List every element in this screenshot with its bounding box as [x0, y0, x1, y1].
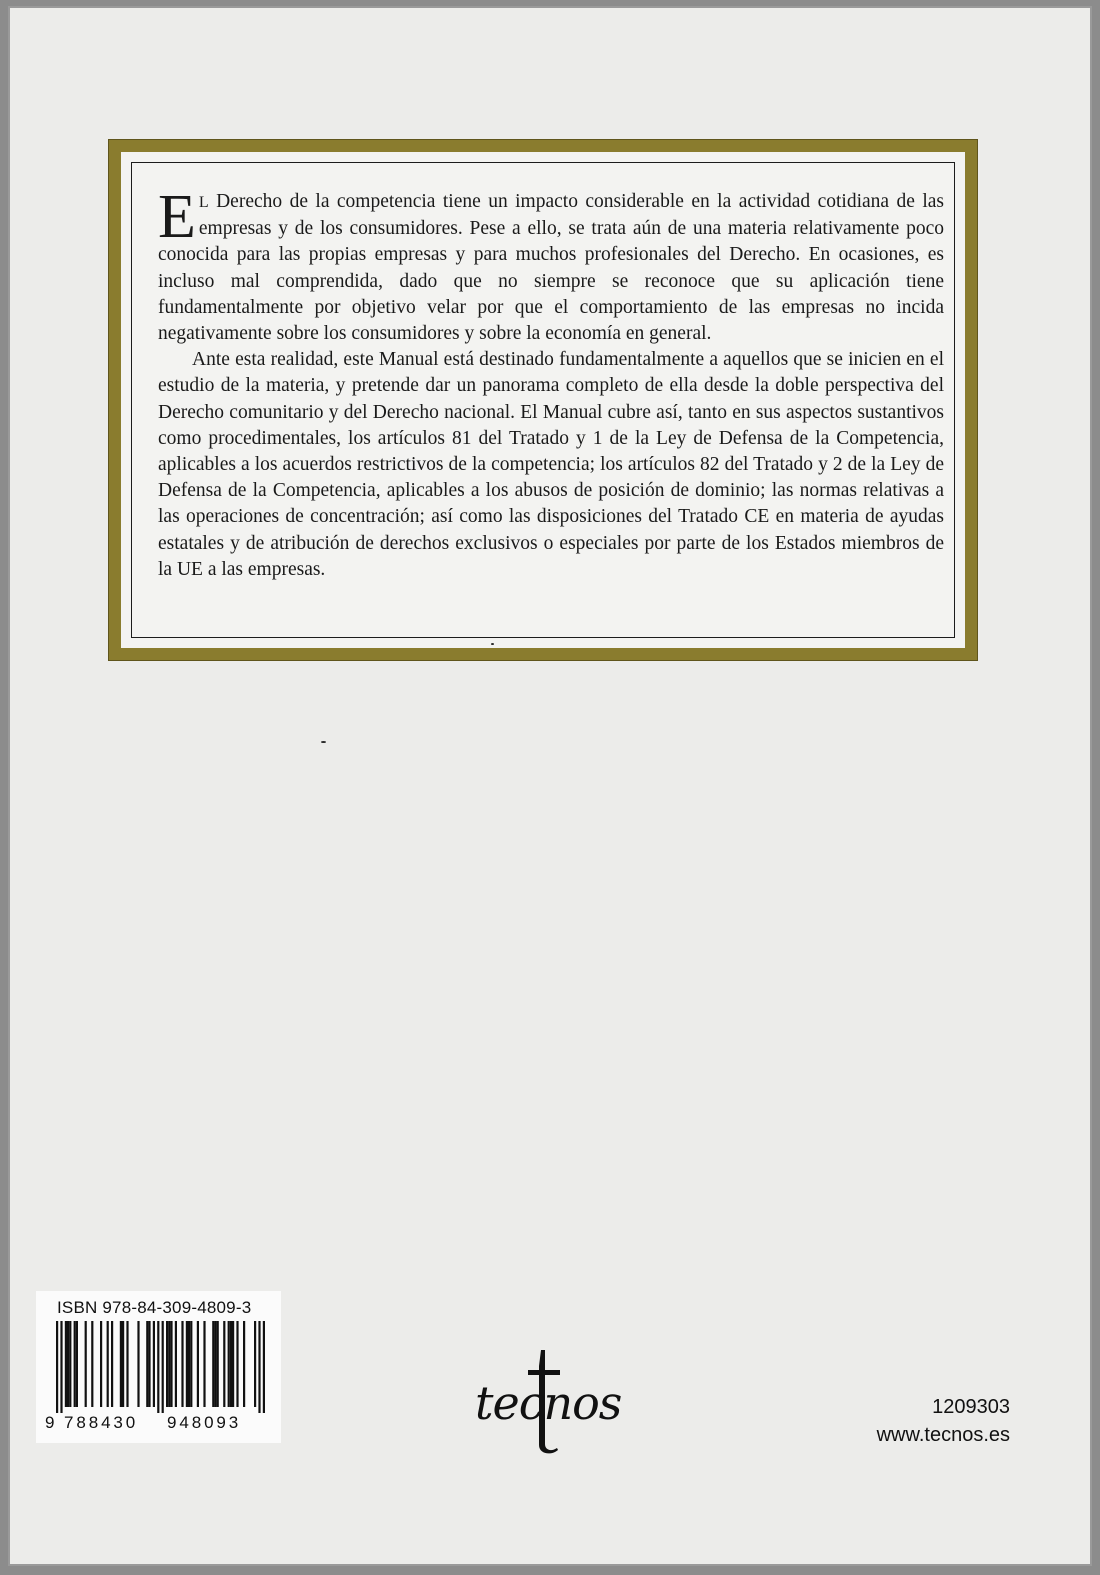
blurb-text	[158, 183, 944, 583]
barcode-bar	[228, 1321, 230, 1407]
barcode-bar	[107, 1321, 109, 1407]
barcode-bar	[137, 1321, 139, 1407]
barcode-bar	[258, 1321, 260, 1413]
ean-right-group: 948093	[167, 1413, 242, 1432]
barcode-bar	[212, 1321, 214, 1407]
barcode-bar	[236, 1321, 238, 1407]
barcode-bar	[175, 1321, 177, 1407]
barcode-bar	[263, 1321, 265, 1413]
barcode-bar	[232, 1321, 234, 1407]
barcode-bar	[157, 1321, 159, 1413]
publisher-website: www.tecnos.es	[876, 1424, 1010, 1446]
barcode-bar	[243, 1321, 245, 1407]
barcode-bar	[91, 1321, 93, 1407]
barcode-bar	[181, 1321, 183, 1407]
ean-barcode	[48, 1321, 270, 1413]
isbn-label: ISBN 978-84-309-4809-3	[57, 1298, 252, 1317]
tecnos-logo	[471, 1346, 622, 1456]
barcode-bar	[230, 1321, 232, 1407]
barcode-bar	[203, 1321, 205, 1407]
barcode-bar	[166, 1321, 168, 1407]
drop-cap: E	[158, 183, 196, 251]
blurb-frame	[108, 139, 978, 661]
paragraph-1-text: Derecho de la competencia tiene un impacto considerable en la actividad cotidiana de las empresas y de los consumidores. Pese a ello, se trata aún de una materia relativamente poco conocida para las propias empresas y para muchos profesionales del Derecho. En ocasiones, es incluso mal comprendida, dado que no siempre se reconoce que su aplicación tiene fundamentalmente por objetivo velar por que el comportamiento de las empresas no incida negativamente sobre los consumidores y sobre la economía en general.	[158, 191, 944, 345]
back-cover	[8, 6, 1092, 1566]
barcode-bar	[100, 1321, 102, 1407]
barcode-bar	[69, 1321, 71, 1407]
barcode-bar	[186, 1321, 188, 1407]
ean-first-digit: 9	[45, 1413, 55, 1432]
blurb-paragraph-1	[158, 183, 944, 347]
print-speck	[321, 741, 326, 743]
ean-left-group: 788430	[64, 1413, 139, 1432]
barcode-bar	[146, 1321, 148, 1407]
barcode-bar	[254, 1321, 256, 1407]
print-speck	[491, 643, 494, 645]
tecnos-logo-text: tecnos	[475, 1376, 622, 1430]
barcode-bar	[85, 1321, 87, 1407]
barcode-bar	[153, 1321, 155, 1407]
barcode-bar	[111, 1321, 113, 1407]
barcode-bar	[148, 1321, 150, 1407]
barcode-bar	[126, 1321, 128, 1407]
barcode-bar	[74, 1321, 76, 1407]
lead-small-caps: L	[198, 194, 209, 211]
barcode-bar	[120, 1321, 122, 1407]
barcode-bar	[76, 1321, 78, 1407]
publisher-code: 1209303	[932, 1396, 1010, 1418]
barcode-bar	[217, 1321, 219, 1407]
barcode-bar	[188, 1321, 190, 1407]
barcode-bar	[162, 1321, 164, 1413]
barcode-bar	[190, 1321, 192, 1407]
barcode-bar	[60, 1321, 62, 1413]
barcode-bar	[168, 1321, 170, 1407]
isbn-barcode-block	[36, 1291, 281, 1443]
barcode-bar	[56, 1321, 58, 1413]
blurb-frame-mat	[121, 152, 965, 648]
barcode-bar	[67, 1321, 69, 1407]
barcode-bar	[170, 1321, 172, 1407]
barcode-bar	[223, 1321, 225, 1407]
barcode-bar	[122, 1321, 124, 1407]
barcode-bar	[214, 1321, 216, 1407]
blurb-paragraph-2: Ante esta realidad, este Manual está destinado fundamentalmente a aquellos que se inicien en el estudio de la materia, y pretende dar un panorama completo de ella desde la doble perspectiva del Derecho comunitario y del Derecho nacional. El Manual cubre así, tanto en sus aspectos sustantivos como procedimentales, los artículos 81 del Tratado y 1 de la Ley de Defensa de la Competencia, aplicables a los acuerdos restrictivos de la competencia; los artículos 82 del Tratado y 2 de la Ley de Defensa de la Competencia, aplicables a los abusos de posición de dominio; las normas relativas a las operaciones de concentración; así como las disposiciones del Tratado CE en materia de ayudas estatales y de atribución de derechos exclusivos o especiales por parte de los Estados miembros de la UE a las empresas.	[158, 349, 944, 580]
barcode-bar	[197, 1321, 199, 1407]
barcode-bar	[65, 1321, 67, 1407]
